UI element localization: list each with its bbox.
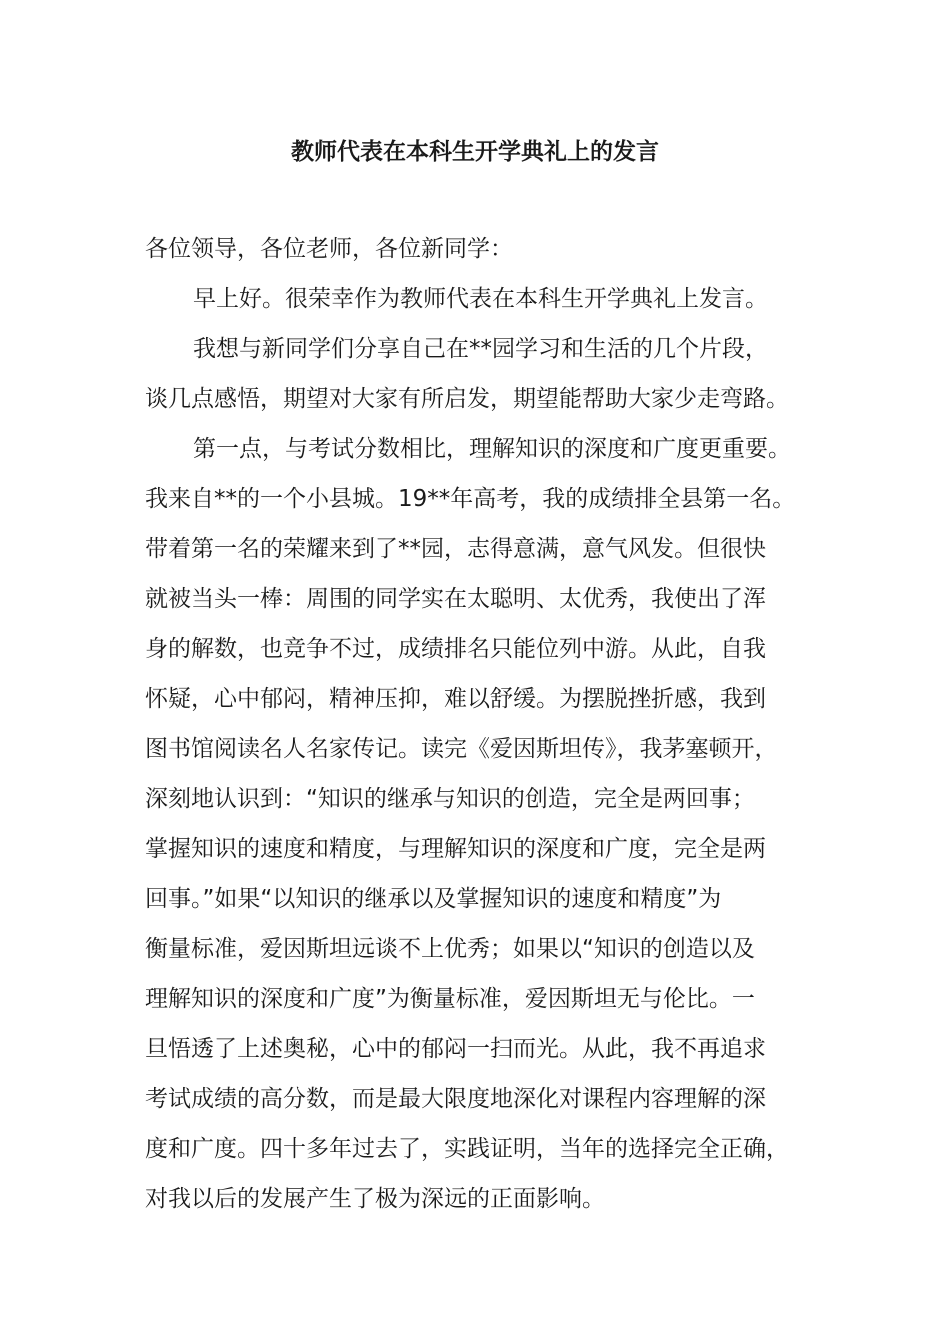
paragraph-line: 就被当头一棒：周围的同学实在太聪明、太优秀，我使出了浑 (145, 586, 766, 612)
paragraph-line: 考试成绩的高分数，而是最大限度地深化对课程内容理解的深 (145, 1086, 766, 1112)
paragraph-line: 怀疑，心中郁闷，精神压抑，难以舒缓。为摆脱挫折感，我到 (145, 686, 766, 712)
salutation: 各位领导，各位老师，各位新同学： (145, 236, 513, 262)
paragraph-line: 掌握知识的速度和精度，与理解知识的深度和广度，完全是两 (145, 836, 766, 862)
paragraph-line: 谈几点感悟，期望对大家有所启发，期望能帮助大家少走弯路。 (145, 386, 789, 412)
paragraph-line: 度和广度。四十多年过去了，实践证明，当年的选择完全正确， (145, 1136, 789, 1162)
paragraph-line: 深刻地认识到：“知识的继承与知识的创造，完全是两回事； (145, 786, 755, 812)
paragraph-line: 衡量标准，爱因斯坦远谈不上优秀；如果以“知识的创造以及 (145, 936, 755, 962)
paragraph-line: 旦悟透了上述奥秘，心中的郁闷一扫而光。从此，我不再追求 (145, 1036, 766, 1062)
document-title: 教师代表在本科生开学典礼上的发言 (291, 139, 659, 165)
paragraph-line: 身的解数，也竞争不过，成绩排名只能位列中游。从此，自我 (145, 636, 766, 662)
paragraph-line: 对我以后的发展产生了极为深远的正面影响。 (145, 1186, 605, 1212)
paragraph-line: 我来自**的一个小县城。19**年高考，我的成绩排全县第一名。 (145, 486, 796, 512)
paragraph-line: 第一点，与考试分数相比，理解知识的深度和广度更重要。 (193, 436, 791, 462)
paragraph-line: 我想与新同学们分享自己在**园学习和生活的几个片段， (193, 336, 768, 362)
paragraph-line: 回事。”如果“以知识的继承以及掌握知识的速度和精度”为 (145, 886, 722, 912)
paragraph-line: 早上好。很荣幸作为教师代表在本科生开学典礼上发言。 (193, 286, 768, 312)
paragraph-line: 理解知识的深度和广度”为衡量标准，爱因斯坦无与伦比。一 (145, 986, 755, 1012)
paragraph-line: 图书馆阅读名人名家传记。读完《爱因斯坦传》，我茅塞顿开， (145, 736, 778, 762)
paragraph-line: 带着第一名的荣耀来到了**园，志得意满，意气风发。但很快 (145, 536, 766, 562)
